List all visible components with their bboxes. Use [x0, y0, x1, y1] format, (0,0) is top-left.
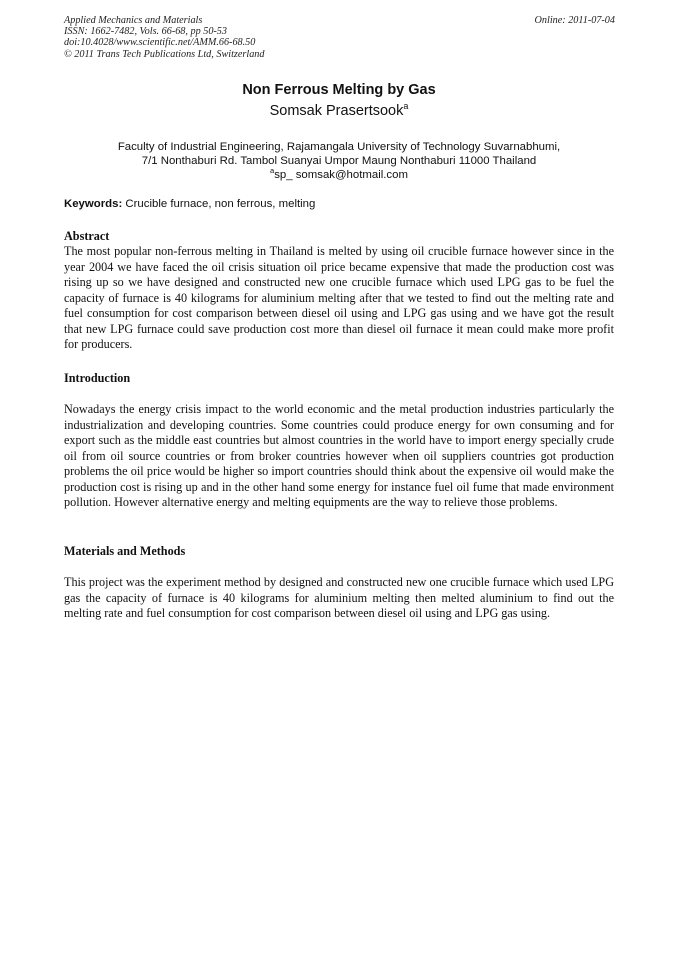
affiliation	[0, 140, 678, 183]
paper-title: Non Ferrous Melting by Gas	[242, 82, 436, 98]
online-date	[535, 15, 615, 26]
introduction-text: Nowadays the energy crisis impact to the world economic and the metal production industries particularly the industrialization and developing countries. Some countries could produce energy for own consuming and for export such as the middle east countries but almost countries in the world have to import energy specially crude oil from oil source countries or from broker countries however when oil suppliers countries got production problems the oil price would be higher so import countries should think about the expensive oil would make the production cost is rising up and in the other hand some energy for instance fuel oil fume that made environment pollution. However alternative energy and melting equipments are the way to relieve those problems.	[64, 402, 614, 509]
methods-heading: Materials and Methods	[64, 544, 186, 558]
author-email[interactable]: sp_ somsak@hotmail.com	[274, 169, 408, 182]
journal-name: Applied Mechanics and Materials	[64, 15, 203, 26]
methods-text: This project was the experiment method by designed and constructed new one crucible furnace which used LPG gas the capacity of furnace is 40 kilograms for aluminium melting then melted aluminium to find out the melting rate and fuel consumption for cost comparison between diesel oil using and LPG gas using.	[64, 575, 614, 620]
online-date-text: Online: 2011-07-04	[534, 15, 615, 26]
paper-author	[0, 102, 678, 120]
keywords	[64, 197, 624, 211]
journal-copyright: © 2011 Trans Tech Publications Ltd, Switzerland	[64, 48, 265, 60]
journal-doi[interactable]: doi:10.4028/www.scientific.net/AMM.66-68.50	[64, 37, 256, 49]
affiliation-line-2: 7/1 Nonthaburi Rd. Tambol Suanyai Umpor Maung Nonthaburi 11000 Thailand	[141, 155, 537, 168]
abstract-heading: Abstract	[64, 229, 110, 243]
email-superscript: a	[270, 166, 275, 176]
author-superscript: a	[403, 101, 409, 112]
journal-header	[64, 15, 264, 60]
keywords-label: Keywords:	[64, 198, 123, 210]
affiliation-line-1: Faculty of Industrial Engineering, Rajamangala University of Technology Suvarnabhumi,	[117, 141, 561, 153]
introduction-heading: Introduction	[64, 371, 131, 385]
journal-issn: ISSN: 1662-7482, Vols. 66-68, pp 50-53	[64, 26, 227, 38]
author-name: Somsak Prasertsook	[269, 103, 404, 119]
keywords-text: Crucible furnace, non ferrous, melting	[122, 198, 316, 210]
author-email-line	[0, 168, 678, 182]
abstract-text: The most popular non-ferrous melting in Thailand is melted by using oil crucible furnace however since in the year 2004 we have faced the oil crisis situation oil price became expensive that made the production cost was rising up so we have designed and constructed new one crucible furnace which used LPG gas to be fuel the capacity of furnace is 40 kilograms for aluminium melting after that we tested to find out the melting rate and fuel consumption for cost comparison between diesel oil using and LPG gas using and we have got the result that new LPG furnace could save production cost more than diesel oil furnace it mean could make more profit for producers.	[64, 244, 614, 351]
